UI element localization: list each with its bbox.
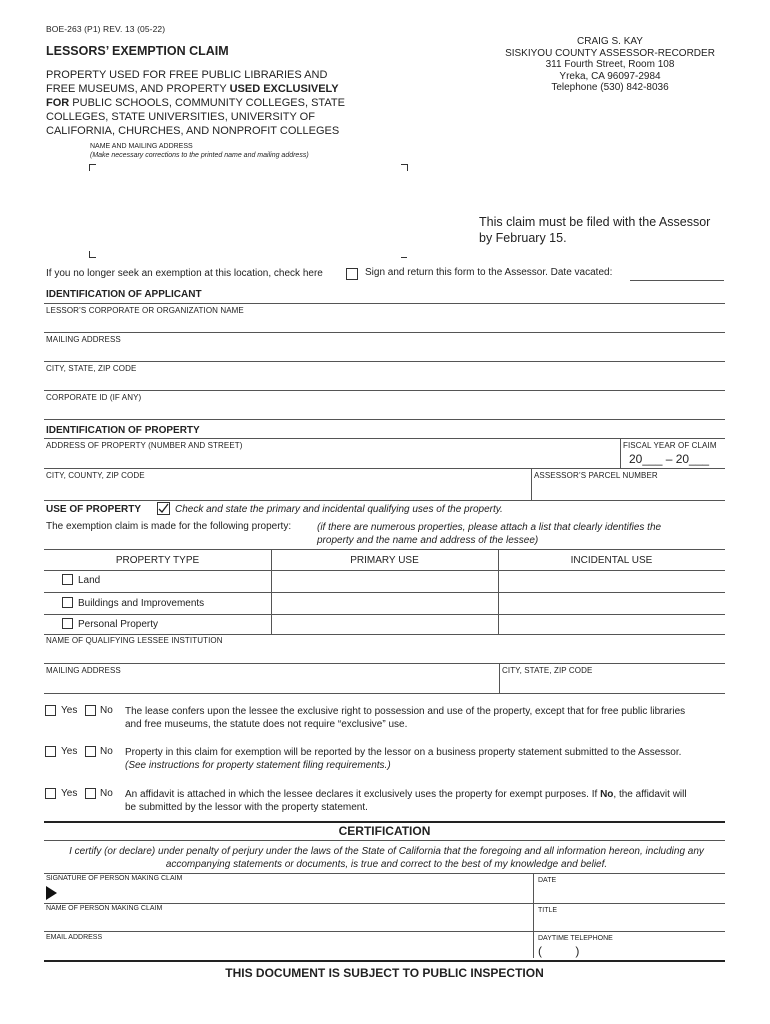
question-line: (See instructions for property statement filing requirements.) [125, 760, 391, 771]
applicant-mailing-input[interactable] [46, 346, 722, 360]
fiscal-year-value[interactable]: 20___ – 20___ [629, 452, 710, 466]
claim-note-line: (if there are numerous properties, please attach a list that clearly identifies the [317, 522, 662, 533]
divider [44, 903, 725, 904]
subtitle-line: COLLEGES, STATE UNIVERSITIES, UNIVERSITY OF [46, 111, 315, 123]
property-address-input[interactable] [46, 452, 616, 466]
land-primary-use-input[interactable] [276, 575, 494, 589]
divider [44, 468, 725, 469]
form-subtitle [46, 68, 376, 138]
signature-input[interactable] [62, 886, 527, 900]
lessee-city-label: CITY, STATE, ZIP CODE [502, 666, 593, 675]
assessor-block [480, 36, 740, 94]
name-mailing-note: (Make necessary corrections to the printed name and mailing address) [90, 152, 309, 159]
address-corner-mark [89, 251, 96, 258]
divider [44, 390, 725, 391]
assessor-street: 311 Fourth Street, Room 108 [545, 59, 675, 70]
property-address-label: ADDRESS OF PROPERTY (NUMBER AND STREET) [46, 441, 243, 450]
q2-yes-checkbox[interactable] [45, 746, 56, 757]
signature-label: SIGNATURE OF PERSON MAKING CLAIM [46, 875, 183, 882]
divider [44, 663, 725, 664]
question-emphasis: No [600, 789, 614, 800]
applicant-city-input[interactable] [46, 375, 722, 389]
divider [44, 873, 725, 874]
no-label: No [100, 746, 113, 757]
deadline-line: This claim must be filed with the Assessor [479, 215, 711, 229]
lessee-name-input[interactable] [46, 647, 722, 661]
address-corner-mark [401, 164, 408, 171]
divider [44, 332, 725, 333]
claim-note [317, 521, 661, 547]
divider [44, 303, 725, 304]
email-input[interactable] [46, 945, 526, 957]
vacate-instruction: Sign and return this form to the Assessor. Date vacated: [365, 267, 613, 278]
assessor-name: CRAIG S. KAY [577, 36, 643, 47]
divider [44, 500, 725, 501]
date-input[interactable] [538, 888, 722, 902]
col-header-type: PROPERTY TYPE [115, 555, 200, 566]
divider [44, 931, 725, 932]
subtitle-line: CALIFORNIA, CHURCHES, AND NONPROFIT COLLEGES [46, 125, 340, 137]
name-label: NAME OF PERSON MAKING CLAIM [46, 905, 163, 912]
question-line: An affidavit is attached in which the lessee declares it exclusively uses the property for exempt purposes. If [125, 789, 601, 800]
subtitle-emphasis: USED EXCLUSIVELY [229, 83, 339, 95]
buildings-incidental-use-input[interactable] [503, 597, 721, 611]
land-incidental-use-input[interactable] [503, 575, 721, 589]
subtitle-emphasis: FOR [46, 97, 70, 109]
assessor-city: Yreka, CA 96097-2984 [559, 70, 661, 82]
check-icon [157, 502, 170, 515]
buildings-primary-use-input[interactable] [276, 597, 494, 611]
divider [44, 960, 725, 962]
property-type-label: Land [78, 575, 101, 586]
divider [44, 438, 725, 439]
q3-yes-checkbox[interactable] [45, 788, 56, 799]
q1-no-checkbox[interactable] [85, 705, 96, 716]
vacate-text: If you no longer seek an exemption at this location, check here [46, 268, 323, 279]
lessee-mailing-input[interactable] [46, 677, 496, 691]
divider [44, 693, 725, 694]
filing-deadline [479, 214, 710, 246]
buildings-checkbox[interactable] [62, 597, 73, 608]
corp-id-input[interactable] [46, 404, 722, 418]
property-heading: IDENTIFICATION OF PROPERTY [46, 425, 200, 436]
divider [499, 663, 500, 693]
property-type-label: Personal Property [78, 619, 159, 630]
certification-line: accompanying statements or documents, is true and correct to the best of my knowledge and belief. [165, 859, 608, 870]
applicant-mailing-label: MAILING ADDRESS [46, 335, 121, 344]
col-header-incidental: INCIDENTAL USE [570, 555, 653, 566]
corp-name-label: LESSOR’S CORPORATE OR ORGANIZATION NAME [46, 306, 244, 315]
divider [44, 840, 725, 841]
divider [44, 361, 725, 362]
lessee-mailing-label: MAILING ADDRESS [46, 666, 121, 675]
email-label: EMAIL ADDRESS [46, 934, 103, 941]
assessor-office: SISKIYOU COUNTY ASSESSOR-RECORDER [505, 47, 715, 59]
divider [620, 438, 621, 468]
no-label: No [100, 705, 113, 716]
divider [44, 821, 725, 823]
question-1 [125, 705, 730, 731]
table-border [44, 614, 725, 615]
question-2 [125, 746, 730, 772]
name-input[interactable] [46, 916, 526, 930]
claim-text: The exemption claim is made for the following property: [46, 521, 292, 532]
arrow-right-icon [46, 886, 57, 900]
subtitle-line: FREE MUSEUMS, AND PROPERTY [46, 83, 230, 95]
personal-incidental-use-input[interactable] [503, 617, 721, 631]
phone-field[interactable]: ( ) [538, 944, 580, 958]
certification-text [44, 845, 729, 871]
personal-property-checkbox[interactable] [62, 618, 73, 629]
property-city-label: CITY, COUNTY, ZIP CODE [46, 471, 145, 480]
date-vacated-input[interactable] [632, 267, 722, 279]
table-border [44, 592, 725, 593]
q1-yes-checkbox[interactable] [45, 705, 56, 716]
deadline-line: by February 15. [479, 231, 567, 245]
divider [531, 468, 532, 500]
question-line: and free museums, the statute does not require “exclusive” use. [125, 719, 408, 730]
address-corner-mark [89, 164, 96, 171]
table-border [44, 549, 725, 550]
question-line: be submitted by the lessor with the property statement. [125, 802, 368, 813]
no-label: No [100, 788, 113, 799]
vacate-checkbox[interactable] [346, 268, 358, 280]
subtitle-line: PROPERTY USED FOR FREE PUBLIC LIBRARIES AND [46, 69, 328, 81]
q2-no-checkbox[interactable] [85, 746, 96, 757]
title-input[interactable] [538, 917, 722, 930]
question-3 [125, 788, 730, 814]
q3-no-checkbox[interactable] [85, 788, 96, 799]
yes-label: Yes [61, 788, 78, 799]
date-vacated-line [630, 280, 724, 281]
table-border [44, 634, 725, 635]
yes-label: Yes [61, 746, 78, 757]
name-mailing-label: NAME AND MAILING ADDRESS [90, 143, 193, 150]
property-city-input[interactable] [46, 482, 526, 496]
land-checkbox[interactable] [62, 574, 73, 585]
property-type-label: Buildings and Improvements [78, 598, 205, 609]
use-heading: USE OF PROPERTY [46, 504, 142, 515]
claim-note-line: property and the name and address of the lessee) [317, 535, 539, 546]
table-border [44, 570, 725, 571]
divider [44, 419, 725, 420]
phone-label: DAYTIME TELEPHONE [538, 935, 613, 942]
page-title: LESSORS’ EXEMPTION CLAIM [46, 44, 229, 58]
applicant-heading: IDENTIFICATION OF APPLICANT [46, 289, 202, 300]
corp-name-input[interactable] [46, 317, 722, 331]
parcel-label: ASSESSOR’S PARCEL NUMBER [534, 471, 658, 480]
footer-notice: THIS DOCUMENT IS SUBJECT TO PUBLIC INSPECTION [225, 966, 544, 980]
date-label: DATE [538, 877, 557, 884]
divider [533, 873, 534, 958]
name-mailing-address-input[interactable] [96, 170, 396, 250]
col-header-primary: PRIMARY USE [350, 555, 419, 566]
form-id: BOE-263 (P1) REV. 13 (05-22) [46, 24, 166, 34]
address-corner-mark [401, 256, 407, 258]
title-label: TITLE [538, 907, 558, 914]
personal-primary-use-input[interactable] [276, 617, 494, 631]
lessee-city-input[interactable] [502, 677, 722, 691]
applicant-city-label: CITY, STATE, ZIP CODE [46, 364, 137, 373]
certification-line: I certify (or declare) under penalty of perjury under the laws of the State of California that the foregoing and all information hereon, including any [69, 846, 704, 857]
use-instruction: Check and state the primary and incidental qualifying uses of the property. [175, 504, 503, 515]
parcel-input[interactable] [534, 482, 722, 496]
corp-id-label: CORPORATE ID (IF ANY) [46, 393, 142, 402]
certification-heading: CERTIFICATION [338, 824, 431, 838]
fiscal-year-label: FISCAL YEAR OF CLAIM [623, 441, 717, 450]
question-line: , the affidavit will [613, 789, 687, 800]
subtitle-line: PUBLIC SCHOOLS, COMMUNITY COLLEGES, STATE [69, 97, 345, 109]
question-line: The lease confers upon the lessee the exclusive right to possession and use of the property, except that for free public libraries [125, 706, 686, 717]
lessee-name-label: NAME OF QUALIFYING LESSEE INSTITUTION [46, 636, 223, 645]
question-line: Property in this claim for exemption will be reported by the lessor on a business property statement submitted to the Assessor. [125, 747, 682, 758]
assessor-phone: Telephone (530) 842-8036 [551, 82, 669, 93]
yes-label: Yes [61, 705, 78, 716]
